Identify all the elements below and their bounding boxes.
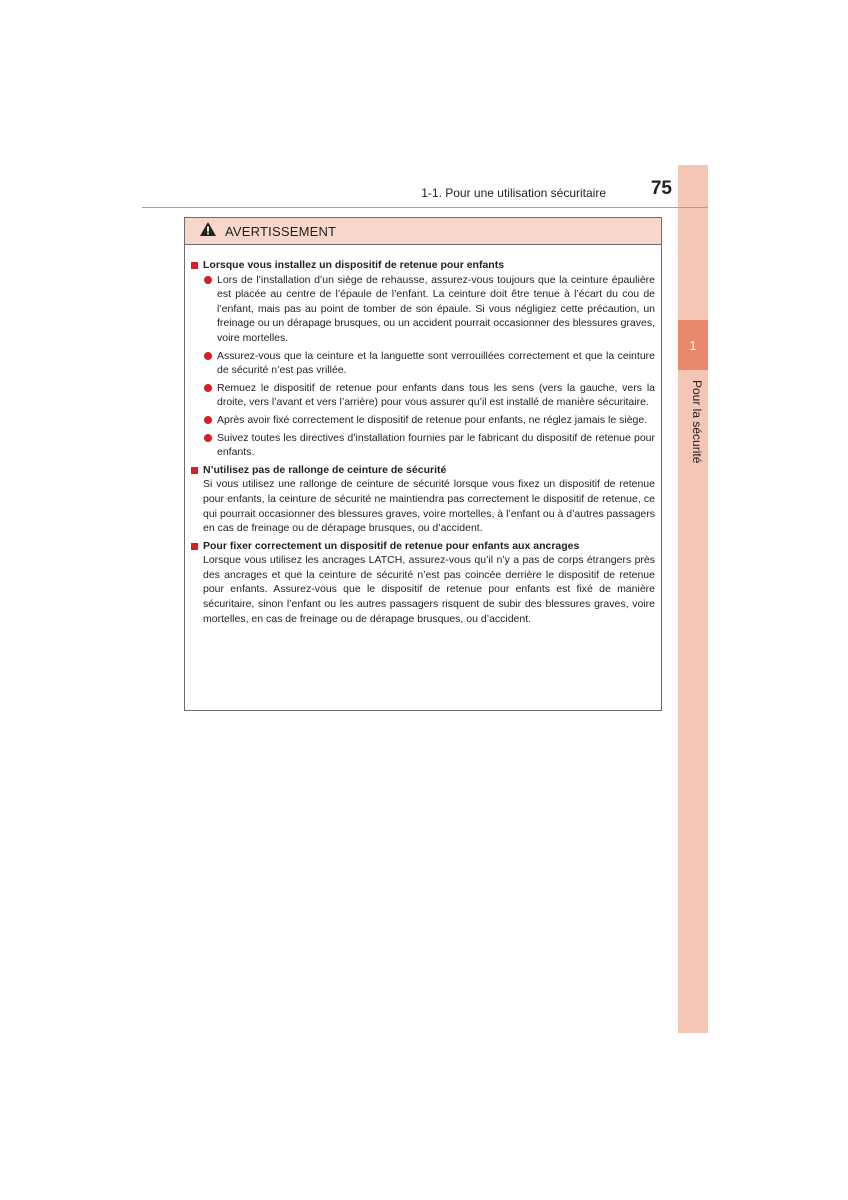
dot-bullet-icon — [204, 276, 212, 284]
warning-box — [184, 217, 662, 711]
dot-bullet-icon — [204, 352, 212, 360]
section-heading: N’utilisez pas de rallonge de ceinture de sécurité — [189, 463, 655, 478]
section-paragraph: Si vous utilisez une rallonge de ceinture de sécurité lorsque vous fixez un dispositif de retenue pour enfants, la ceinture de sécurité ne maintiendra pas correctement le dispositif de retenue, ce qui pourrait occasionner des blessures graves, voire mortelles, à l’enfant ou à d’autres passagers en cas de freinage ou de dérapage brusques, ou d’accident. — [203, 478, 655, 535]
list-item: Assurez-vous que la ceinture et la languette sont verrouillées correctement et que la ceinture de sécurité n’est pas vrillée. — [201, 349, 655, 378]
chapter-number-tab: 1 — [678, 320, 708, 370]
header-rule — [142, 207, 708, 208]
chapter-label: Pour la sécurité — [690, 380, 704, 464]
list-item: Lors de l’installation d’un siège de rehausse, assurez-vous toujours que la ceinture épaulière est placée au centre de l’épaule de l’enfant. La ceinture doit être tenue à l’écart du cou de l’enfant, mais pas au point de tomber de son épaule. Si vous négligiez cette précaution, un freinage ou un dérapage brusques, ou un accident pourrait occasionner des blessures graves, voire mortelles. — [201, 273, 655, 346]
warning-header — [185, 218, 661, 245]
warning-body — [185, 245, 661, 626]
dot-bullet-icon — [204, 434, 212, 442]
section-heading: Pour fixer correctement un dispositif de retenue pour enfants aux ancrages — [189, 539, 655, 554]
page-number: 75 — [650, 178, 672, 199]
dot-bullet-icon — [204, 416, 212, 424]
square-bullet-icon — [191, 262, 198, 269]
list-item: Suivez toutes les directives d’installation fournies par le fabricant du dispositif de retenue pour enfants. — [201, 431, 655, 460]
square-bullet-icon — [191, 543, 198, 550]
list-item: Après avoir fixé correctement le dispositif de retenue pour enfants, ne réglez jamais le siège. — [201, 413, 655, 428]
section-paragraph: Lorsque vous utilisez les ancrages LATCH, assurez-vous qu’il n’y a pas de corps étrangers près des ancrages et que la ceinture de sécurité n’est pas coincée derrière le dispositif de retenue pour enfants. Assurez-vous que le dispositif de retenue pour enfants est fixé de manière sécuritaire, sinon l’enfant ou les autres passagers risquent de subir des blessures graves, voire mortelles, en cas de freinage ou de dérapage brusques, ou d’accident. — [203, 554, 655, 625]
warning-title: AVERTISSEMENT — [225, 223, 337, 239]
square-bullet-icon — [191, 467, 198, 474]
section-heading: Lorsque vous installez un dispositif de retenue pour enfants — [189, 258, 655, 273]
section-title: 1-1. Pour une utilisation sécuritaire — [421, 186, 606, 200]
chapter-side-tab — [678, 165, 708, 1033]
warning-triangle-icon — [199, 221, 217, 242]
list-item: Remuez le dispositif de retenue pour enfants dans tous les sens (vers la gauche, vers la droite, vers l’avant et vers l’arrière) pour vous assurer qu’il est installé de manière sécuritaire. — [201, 381, 655, 410]
bullet-list — [189, 273, 655, 460]
dot-bullet-icon — [204, 384, 212, 392]
